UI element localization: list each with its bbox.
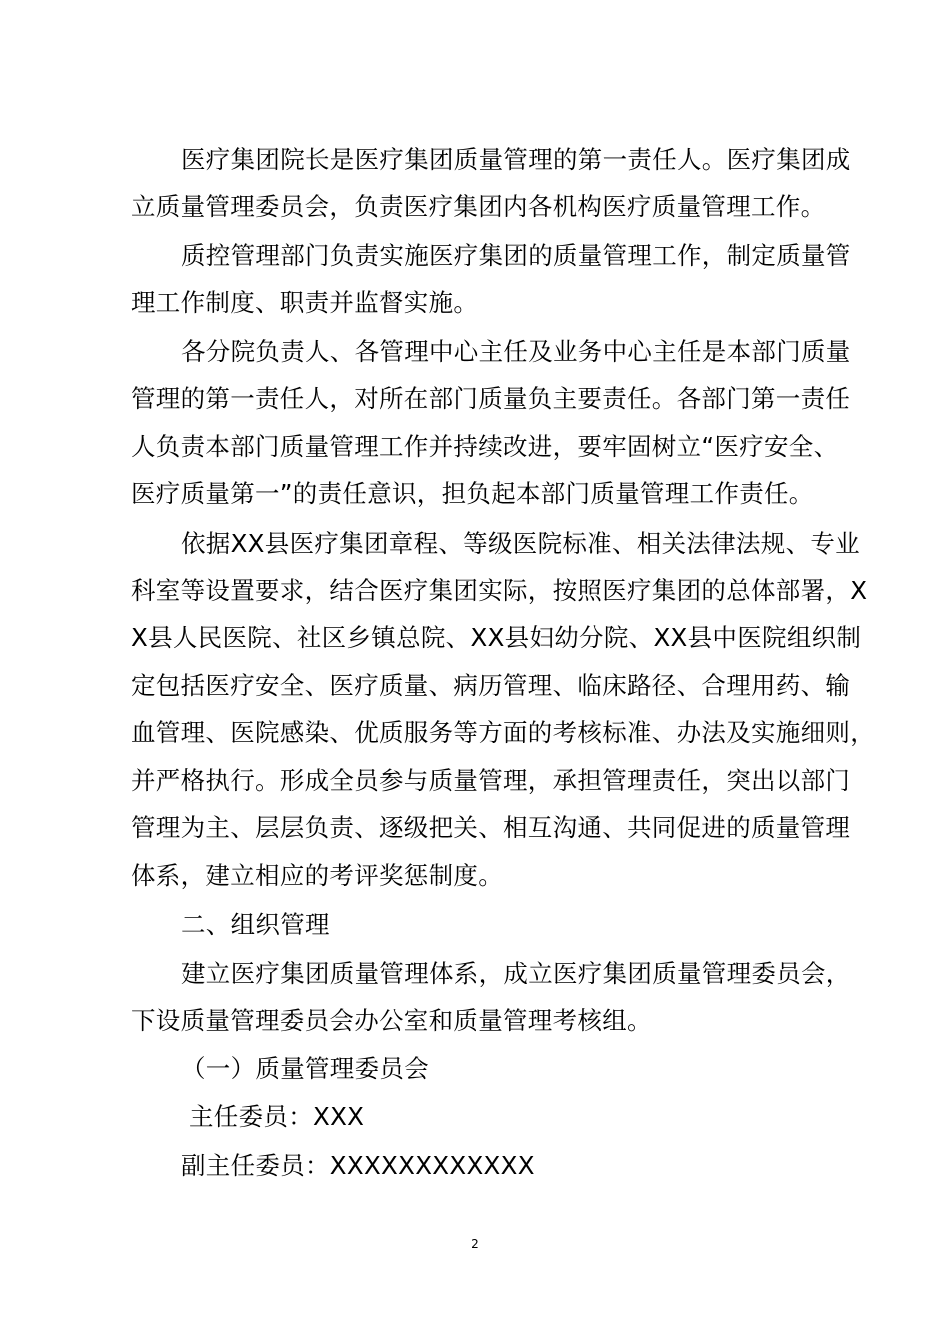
para-1-line-2: 立质量管理委员会，负责医疗集团内各机构医疗质量管理工作。	[131, 192, 826, 221]
para-1-line-1: 医疗集团院长是医疗集团质量管理的第一责任人。医疗集团成	[181, 145, 851, 174]
para-2-line-1: 质控管理部门负责实施医疗集团的质量管理工作，制定质量管	[181, 241, 851, 270]
para-3-line-1: 各分院负责人、各管理中心主任及业务中心主任是本部门质量	[181, 337, 851, 366]
para-4-line-6: 并严格执行。形成全员参与质量管理，承担管理责任，突出以部门	[131, 766, 851, 795]
para-3-line-4: 医疗质量第一”的责任意识，担负起本部门质量管理工作责任。	[131, 479, 814, 508]
para-4-line-2: 科室等设置要求，结合医疗集团实际，按照医疗集团的总体部署，X	[131, 576, 868, 605]
deputy-director-line: 副主任委员：XXXXXXXXXXXX	[181, 1151, 535, 1180]
para-2-line-2: 理工作制度、职责并监督实施。	[131, 288, 479, 317]
para-5-line-1: 建立医疗集团质量管理体系，成立医疗集团质量管理委员会，	[181, 959, 851, 988]
para-4-line-7: 管理为主、层层负责、逐级把关、相互沟通、共同促进的质量管理	[131, 813, 851, 842]
page-number: 2	[471, 1237, 479, 1251]
para-4-line-8: 体系，建立相应的考评奖惩制度。	[131, 861, 503, 890]
para-3-line-3: 人负责本部门质量管理工作并持续改进，要牢固树立“医疗安全、	[131, 432, 839, 461]
director-line: 主任委员：XXX	[189, 1102, 365, 1131]
para-4-line-4: 定包括医疗安全、医疗质量、病历管理、临床路径、合理用药、输	[131, 671, 851, 700]
para-4-line-1: 依据XX县医疗集团章程、等级医院标准、相关法律法规、专业	[181, 529, 860, 558]
subheading-quality-committee: （一）质量管理委员会	[181, 1054, 429, 1083]
section-heading-organization: 二、组织管理	[181, 910, 330, 939]
para-3-line-2: 管理的第一责任人，对所在部门质量负主要责任。各部门第一责任	[131, 384, 851, 413]
para-4-line-5: 血管理、医院感染、优质服务等方面的考核标准、办法及实施细则，	[131, 718, 875, 747]
para-4-line-3: X县人民医院、社区乡镇总院、XX县妇幼分院、XX县中医院组织制	[131, 623, 862, 652]
para-5-line-2: 下设质量管理委员会办公室和质量管理考核组。	[131, 1006, 652, 1035]
